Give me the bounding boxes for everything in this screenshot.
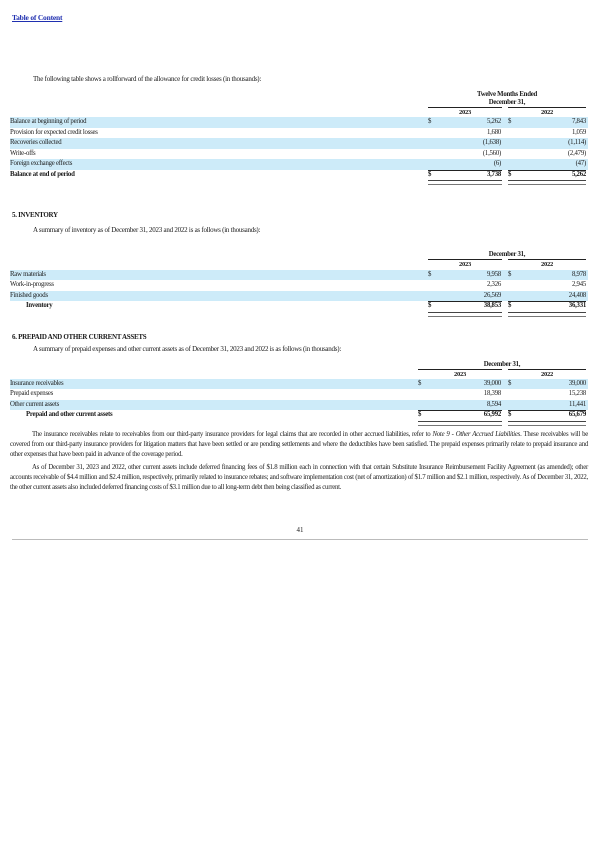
- credit-losses-intro: The following table shows a rollforward of the allowance for credit losses (in thousands):: [33, 75, 262, 83]
- subtotal-rule: [428, 301, 502, 302]
- row-label: Provision for expected credit losses: [10, 128, 98, 136]
- para-text: The insurance receivables relate to receivables from our third-party insurance providers for legal claims that are recorded in other accrued liabilities, refer to: [32, 431, 433, 438]
- row-label: Prepaid and other current assets: [26, 411, 113, 418]
- value-2022: 15,238: [568, 390, 586, 397]
- note-reference-link: Note 9 - Other Accrued Liabilities: [432, 431, 521, 438]
- value-2022: (1,114): [568, 139, 586, 146]
- page-number: 41: [296, 526, 304, 534]
- currency-symbol: $: [428, 302, 432, 309]
- table-row: [10, 149, 588, 160]
- currency-symbol: $: [428, 170, 432, 178]
- value-2023: (1,638): [482, 139, 501, 146]
- value-2022: 24,408: [568, 291, 586, 299]
- section-heading-inventory: 5. INVENTORY: [12, 211, 58, 219]
- currency-symbol: $: [508, 302, 512, 309]
- double-underline: [508, 312, 586, 317]
- table-row: [10, 117, 588, 128]
- section-heading-prepaid: 6. PREPAID AND OTHER CURRENT ASSETS: [12, 333, 147, 341]
- table-row: [10, 379, 588, 390]
- value-2023: 5,262: [486, 118, 501, 125]
- row-label: Insurance receivables: [10, 379, 64, 387]
- value-2022: 7,843: [571, 118, 586, 125]
- value-2023: 1,680: [486, 128, 501, 136]
- value-2023: (6): [493, 160, 501, 167]
- row-label: Inventory: [26, 302, 53, 309]
- value-2023: 18,398: [483, 390, 501, 397]
- subtotal-rule: [508, 170, 586, 171]
- column-header-2022: 2022: [508, 107, 586, 116]
- row-label: Balance at beginning of period: [10, 118, 87, 125]
- value-2023: 2,326: [486, 281, 501, 288]
- table-row-total: [10, 170, 588, 181]
- value-2022: 65,679: [568, 411, 586, 418]
- currency-symbol: $: [428, 270, 432, 278]
- currency-symbol: $: [508, 270, 512, 278]
- value-2022: 36,331: [568, 302, 586, 309]
- value-2023: 26,569: [483, 291, 501, 299]
- table-row: [10, 389, 588, 400]
- row-label: Prepaid expenses: [10, 390, 53, 397]
- double-underline: [428, 180, 502, 185]
- value-2023: (1,560): [482, 149, 501, 157]
- subtotal-rule: [508, 301, 586, 302]
- currency-symbol: $: [508, 411, 512, 418]
- double-underline: [428, 312, 502, 317]
- value-2022: 2,945: [571, 281, 586, 288]
- currency-symbol: $: [508, 118, 512, 125]
- table-row-total: [10, 410, 588, 421]
- value-2023: 3,738: [486, 170, 501, 178]
- table-row: [10, 159, 588, 170]
- column-header-2023: 2023: [428, 107, 502, 116]
- value-2023: 38,853: [483, 302, 501, 309]
- value-2022: 11,441: [569, 400, 586, 408]
- para-text: . These receivables will be covered from our third-party insurance providers for litigation matters that have been settled or are pending settlements and where the deductibles have been satisfied. The prepaid expenses primarily relate to prepaid insurance and other expenses that have been paid in advance of the coverage period.: [10, 431, 588, 459]
- prepaid-intro: A summary of prepaid expenses and other current assets as of December 31, 2023 and 2022 is as follows (in thousands):: [33, 345, 342, 353]
- row-label: Raw materials: [10, 270, 46, 278]
- table-header-date: December 31,: [488, 251, 526, 258]
- value-2022: (2,479): [567, 149, 586, 157]
- row-label: Write-offs: [10, 149, 36, 157]
- row-label: Balance at end of period: [10, 170, 75, 178]
- table-row: [10, 270, 588, 281]
- value-2023: 65,992: [483, 411, 501, 418]
- table-row-total: [10, 301, 588, 312]
- currency-symbol: $: [418, 379, 422, 387]
- row-label: Foreign exchange effects: [10, 160, 73, 167]
- value-2023: 8,594: [486, 400, 501, 408]
- header-line2: December 31,: [488, 98, 526, 106]
- currency-symbol: $: [508, 379, 512, 387]
- value-2022: (47): [575, 160, 586, 167]
- double-underline: [508, 180, 586, 185]
- row-label: Work-in-progress: [10, 281, 54, 288]
- table-row: [10, 128, 588, 139]
- row-label: Recoveries collected: [10, 139, 62, 146]
- inventory-intro: A summary of inventory as of December 31, 2023 and 2022 is as follows (in thousands):: [33, 226, 261, 234]
- value-2023: 9,958: [486, 270, 501, 278]
- row-label: Other current assets: [10, 400, 59, 408]
- double-underline: [508, 421, 586, 426]
- currency-symbol: $: [428, 118, 432, 125]
- column-header-2022: 2022: [508, 369, 586, 378]
- currency-symbol: $: [418, 411, 422, 418]
- other-current-assets-paragraph: As of December 31, 2023 and 2022, other current assets include deferred financing fees of $1.8 million each in connection with that certain Substitute Insurance Reimbursement Facility Agreement (as amended); other accounts receivable of $4.4 million and $2.4 million, respectively, primarily related to insurance rebates; and software implementation cost (net of amortization) of $1.7 million and $2.1 million, respectively. As of December 31, 2022, the other current assets also included deferred financing costs of $3.1 million due to all long-term debt then being classified as current.: [10, 464, 588, 492]
- row-label: Finished goods: [10, 291, 48, 299]
- subtotal-rule: [418, 410, 502, 411]
- value-2022: 5,262: [571, 170, 586, 178]
- table-row: [10, 138, 588, 149]
- table-row: [10, 291, 588, 302]
- table-header-period: [428, 91, 586, 106]
- insurance-receivables-paragraph: [10, 430, 588, 461]
- subtotal-rule: [508, 410, 586, 411]
- column-header-2023: 2023: [418, 369, 502, 378]
- table-row: [10, 400, 588, 411]
- value-2022: 1,059: [571, 128, 586, 136]
- double-underline: [418, 421, 502, 426]
- column-header-2022: 2022: [508, 259, 586, 268]
- table-row: [10, 280, 588, 291]
- value-2022: 8,978: [571, 270, 586, 278]
- header-line1: Twelve Months Ended: [476, 91, 538, 98]
- column-header-2023: 2023: [428, 259, 502, 268]
- table-header-date: December 31,: [483, 361, 521, 368]
- subtotal-rule: [428, 170, 502, 171]
- value-2023: 39,000: [483, 379, 501, 387]
- page-divider: [12, 539, 588, 540]
- value-2022: 39,000: [568, 379, 586, 387]
- currency-symbol: $: [508, 170, 512, 178]
- table-of-content-link[interactable]: Table of Content: [12, 13, 63, 22]
